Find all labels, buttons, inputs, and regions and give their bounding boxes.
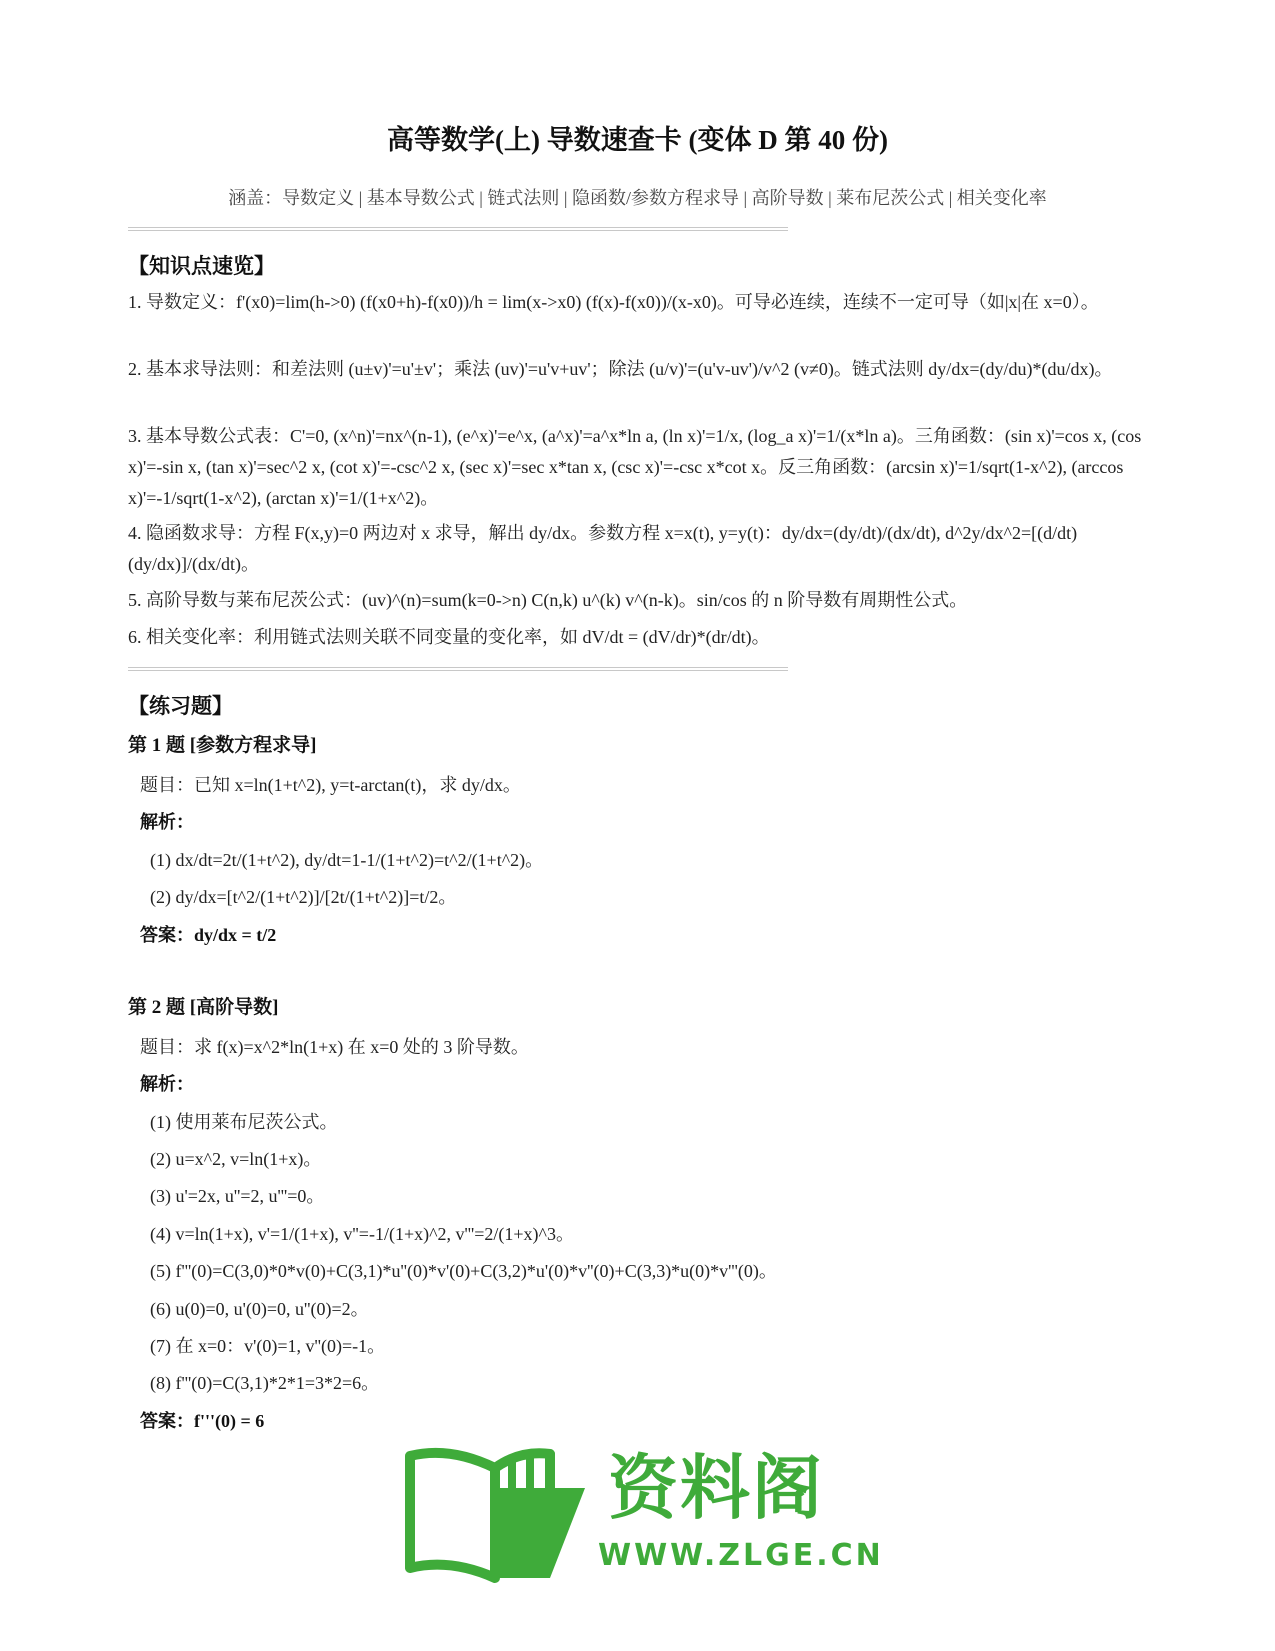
problem-1-step: (1) dx/dt=2t/(1+t^2), dy/dt=1-1/(1+t^2)=t^2/(1+t^2)。 (150, 850, 544, 870)
page-subtitle: 涵盖：导数定义 | 基本导数公式 | 链式法则 | 隐函数/参数方程求导 | 高阶导数 | 莱布尼茨公式 | 相关变化率 (228, 188, 1047, 208)
divider-line (128, 667, 788, 671)
knowledge-item-6: 6. 相关变化率：利用链式法则关联不同变量的变化率，如 dV/dt = (dV/dr)*(dr/dt)。 (128, 627, 770, 647)
problem-2-step: (4) v=ln(1+x), v'=1/(1+x), v''=-1/(1+x)^2, v'''=2/(1+x)^3。 (150, 1224, 575, 1244)
page-title: 高等数学(上) 导数速查卡 (变体 D 第 40 份) (387, 125, 888, 155)
problem-2-step: (5) f'''(0)=C(3,0)*0*v(0)+C(3,1)*u''(0)*v'(0)+C(3,2)*u'(0)*v''(0)+C(3,3)*u(0)*v'''(0)。 (150, 1261, 777, 1281)
problem-2-step: (1) 使用莱布尼茨公式。 (150, 1112, 338, 1132)
watermark-logo (400, 1428, 884, 1608)
watermark-brand: 资料阁 (608, 1447, 824, 1529)
knowledge-item-5: 5. 高阶导数与莱布尼茨公式：(uv)^(n)=sum(k=0->n) C(n,k) u^(k) v^(n-k)。sin/cos 的 n 阶导数有周期性公式。 (128, 590, 968, 610)
problem-2-answer: 答案：f'''(0) = 6 (140, 1411, 265, 1431)
problem-1-step: (2) dy/dx=[t^2/(1+t^2)]/[2t/(1+t^2)]=t/2。 (150, 887, 457, 907)
problem-2-step: (8) f'''(0)=C(3,1)*2*1=3*2=6。 (150, 1373, 380, 1393)
problem-1-title: 第 1 题 [参数方程求导] (128, 735, 317, 756)
problem-2-step: (2) u=x^2, v=ln(1+x)。 (150, 1149, 322, 1169)
book-icon (400, 1428, 600, 1588)
problem-2-question: 题目：求 f(x)=x^2*ln(1+x) 在 x=0 处的 3 阶导数。 (140, 1037, 529, 1057)
section-heading-knowledge: 【知识点速览】 (128, 254, 275, 278)
knowledge-item-1: 1. 导数定义：f'(x0)=lim(h->0) (f(x0+h)-f(x0))/h = lim(x->x0) (f(x)-f(x0))/(x-x0)。可导必连续，连续不一定可导（如|x|在 x=0）。 (128, 292, 1099, 312)
knowledge-item-2: 2. 基本求导法则：和差法则 (u±v)'=u'±v'；乘法 (uv)'=u'v+uv'；除法 (u/v)'=(u'v-uv')/v^2 (v≠0)。链式法则 dy/dx=(dy/du)*(du/dx)。 (128, 359, 1113, 379)
problem-2-step: (7) 在 x=0：v'(0)=1, v''(0)=-1。 (150, 1336, 386, 1356)
knowledge-item-3: 3. 基本导数公式表：C'=0, (x^n)'=nx^(n-1), (e^x)'=e^x, (a^x)'=a^x*ln a, (ln x)'=1/x, (log_a x)'=1/(x*ln a)。三角函数：(sin x)'=cos x, (cos x)'=-sin x, (tan x)'=sec^2 x, (cot x)'=-csc^2 x, (sec x)'=sec x*tan x, (csc x)'=-csc x*cot x。反三角函数：(arcsin x)'=1/sqrt(1-x^2), (arccos x)'=-1/sqrt(1-x^2), (arctan x)'=1/(1+x^2)。 (128, 426, 1142, 508)
problem-2-title: 第 2 题 [高阶导数] (128, 997, 279, 1018)
section-heading-exercises: 【练习题】 (128, 694, 233, 718)
problem-2-analysis-label: 解析： (140, 1074, 194, 1094)
problem-1-analysis-label: 解析： (140, 812, 194, 832)
problem-2-step: (3) u'=2x, u''=2, u'''=0。 (150, 1186, 325, 1206)
divider-middle (128, 664, 788, 674)
problem-2-step: (6) u(0)=0, u'(0)=0, u''(0)=2。 (150, 1299, 369, 1319)
divider-line (128, 227, 788, 231)
problem-1-question: 题目：已知 x=ln(1+t^2), y=t-arctan(t)，求 dy/dx。 (140, 775, 521, 795)
watermark-url: WWW.ZLGE.CN (598, 1538, 884, 1573)
problem-1-answer: 答案：dy/dx = t/2 (140, 925, 277, 945)
knowledge-item-4: 4. 隐函数求导：方程 F(x,y)=0 两边对 x 求导，解出 dy/dx。参数方程 x=x(t), y=y(t)：dy/dx=(dy/dt)/(dx/dt), d^2y/dx^2=[(d/dt)(dy/dx)]/(dx/dt)。 (128, 523, 1078, 574)
divider-top (128, 224, 788, 234)
